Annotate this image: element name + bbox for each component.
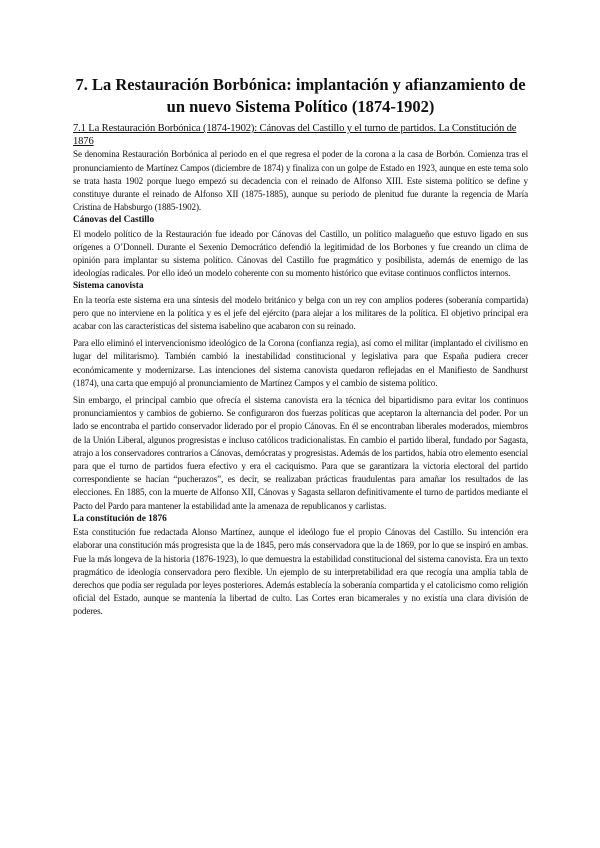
canovas-heading: Cánovas del Castillo: [73, 215, 155, 226]
sistema-heading: Sistema canovista: [73, 281, 144, 292]
intro-paragraph: Se denomina Restauración Borbónica al periodo en el que regresa el poder de la corona a la casa de Borbón. Comienza tras el pronunciamiento de Martínez Campos (diciembre de 1874) y finaliza con un golpe de Estado en 1923, aunque en este tema solo se trata hasta 1902 porque luego empezó su decadencia con el reinado de Alfonso XIII. Este sistema político se define y constituye durante el reinado de Alfonso XII (1875-1885), aunque su periodo de plenitud fue durante la regencia de María Cristina de Habsburgo (1885-1902).: [73, 149, 528, 213]
sistema-paragraph-2: Para ello eliminó el intervencionismo ideológico de la Corona (confianza regia), así como el militar (implantado el civilismo en lugar del militarismo). También cambió la inestabilidad constitucional y legislativa para que España pudiera crecer económicamente y modernizarse. Las intenciones del sistema canovista quedaron reflejadas en el Manifiesto de Sandhurst (1874), una carta que empujó al pronunciamiento de Martínez Campos y el cambio de sistema político.: [73, 338, 528, 388]
section-subtitle: 7.1 La Restauración Borbónica (1874-1902): Cánovas del Castillo y el turno de partidos. La Constitución de 1876: [73, 123, 517, 148]
constitucion-paragraph: Esta constitución fue redactada Alonso Martínez, aunque el ideólogo fue el propio Cánovas del Castillo. Su intención era elaborar una constitución más progresista que la de 1845, pero más conservadora que la de 1869, por lo que se inspiró en ambas. Fue la más longeva de la historia (1876-1923), lo que demuestra la estabilidad constitucional del sistema canovista. Era un texto pragmático de ideología conservadora pero flexible. Un ejemplo de su interpretabilidad era que recogía una amplia tabla de derechos que podía ser regulada por leyes posteriores. Además establecía la soberanía compartida y el catolicismo como religión oficial del Estado, aunque se mantenía la libertad de culto. Las Cortes eran bicamerales y no existía una clara división de poderes.: [73, 527, 528, 617]
constitucion-heading: La constitución de 1876: [73, 513, 167, 524]
canovas-paragraph: El modelo político de la Restauración fue ideado por Cánovas del Castillo, un político malagueño que estuvo ligado en sus orígenes a O’Donnell. Durante el Sexenio Democrático defendió la legitimidad de los Borbones y fue creando un clima de opinión para implantar su sistema político. Cánovas del Castillo fue pragmático y posibilista, además de enemigo de las ideologías radicales. Por ello ideó un modelo coherente con su momento histórico que evitase continuos conflictos internos.: [73, 228, 528, 279]
document-page: [73, 74, 528, 619]
document-title: 7. La Restauración Borbónica: implantación y afianzamiento de un nuevo Sistema Político (1874-1902): [75, 75, 526, 116]
sistema-paragraph-1: En la teoría este sistema era una síntesis del modelo británico y belga con un rey con amplios poderes (soberanía compartida) pero que no interviene en la política y es el jefe del ejército (para alejar a los militares de la política. El objetivo principal era acabar con las características del sistema isabelino que acabaron con su reinado.: [73, 294, 528, 332]
sistema-paragraph-3: Sin embargo, el principal cambio que ofrecía el sistema canovista era la técnica del bipartidismo para evitar los continuos pronunciamientos y cambios de gobierno. Se configuraron dos fuerzas políticas que aceptaron la alternancia del poder. Por un lado se encontraba el partido conservador liderado por el propio Cánovas. En él se encontraban liberales moderados, miembros de la Unión Liberal, algunos progresistas e incluso católicos tradicionalistas. En cambio el partido liberal, fundado por Sagasta, atrajo a los conservadores contrarios a Cánovas, demócratas y progresistas. Además de los partidos, había otro elemento esencial para que el turno de partidos fuera efectivo y era el caciquismo. Para que se garantizara la victoria electoral del partido correspondiente se hacían “pucherazos”, es decir, se realizaban prácticas fraudulentas para amañar los resultados de las elecciones. En 1885, con la muerte de Alfonso XII, Cánovas y Sagasta sellaron definitivamente el turno de partidos mediante el Pacto del Pardo para mantener la estabilidad ante la amenaza de republicanos y carlistas.: [73, 395, 528, 511]
